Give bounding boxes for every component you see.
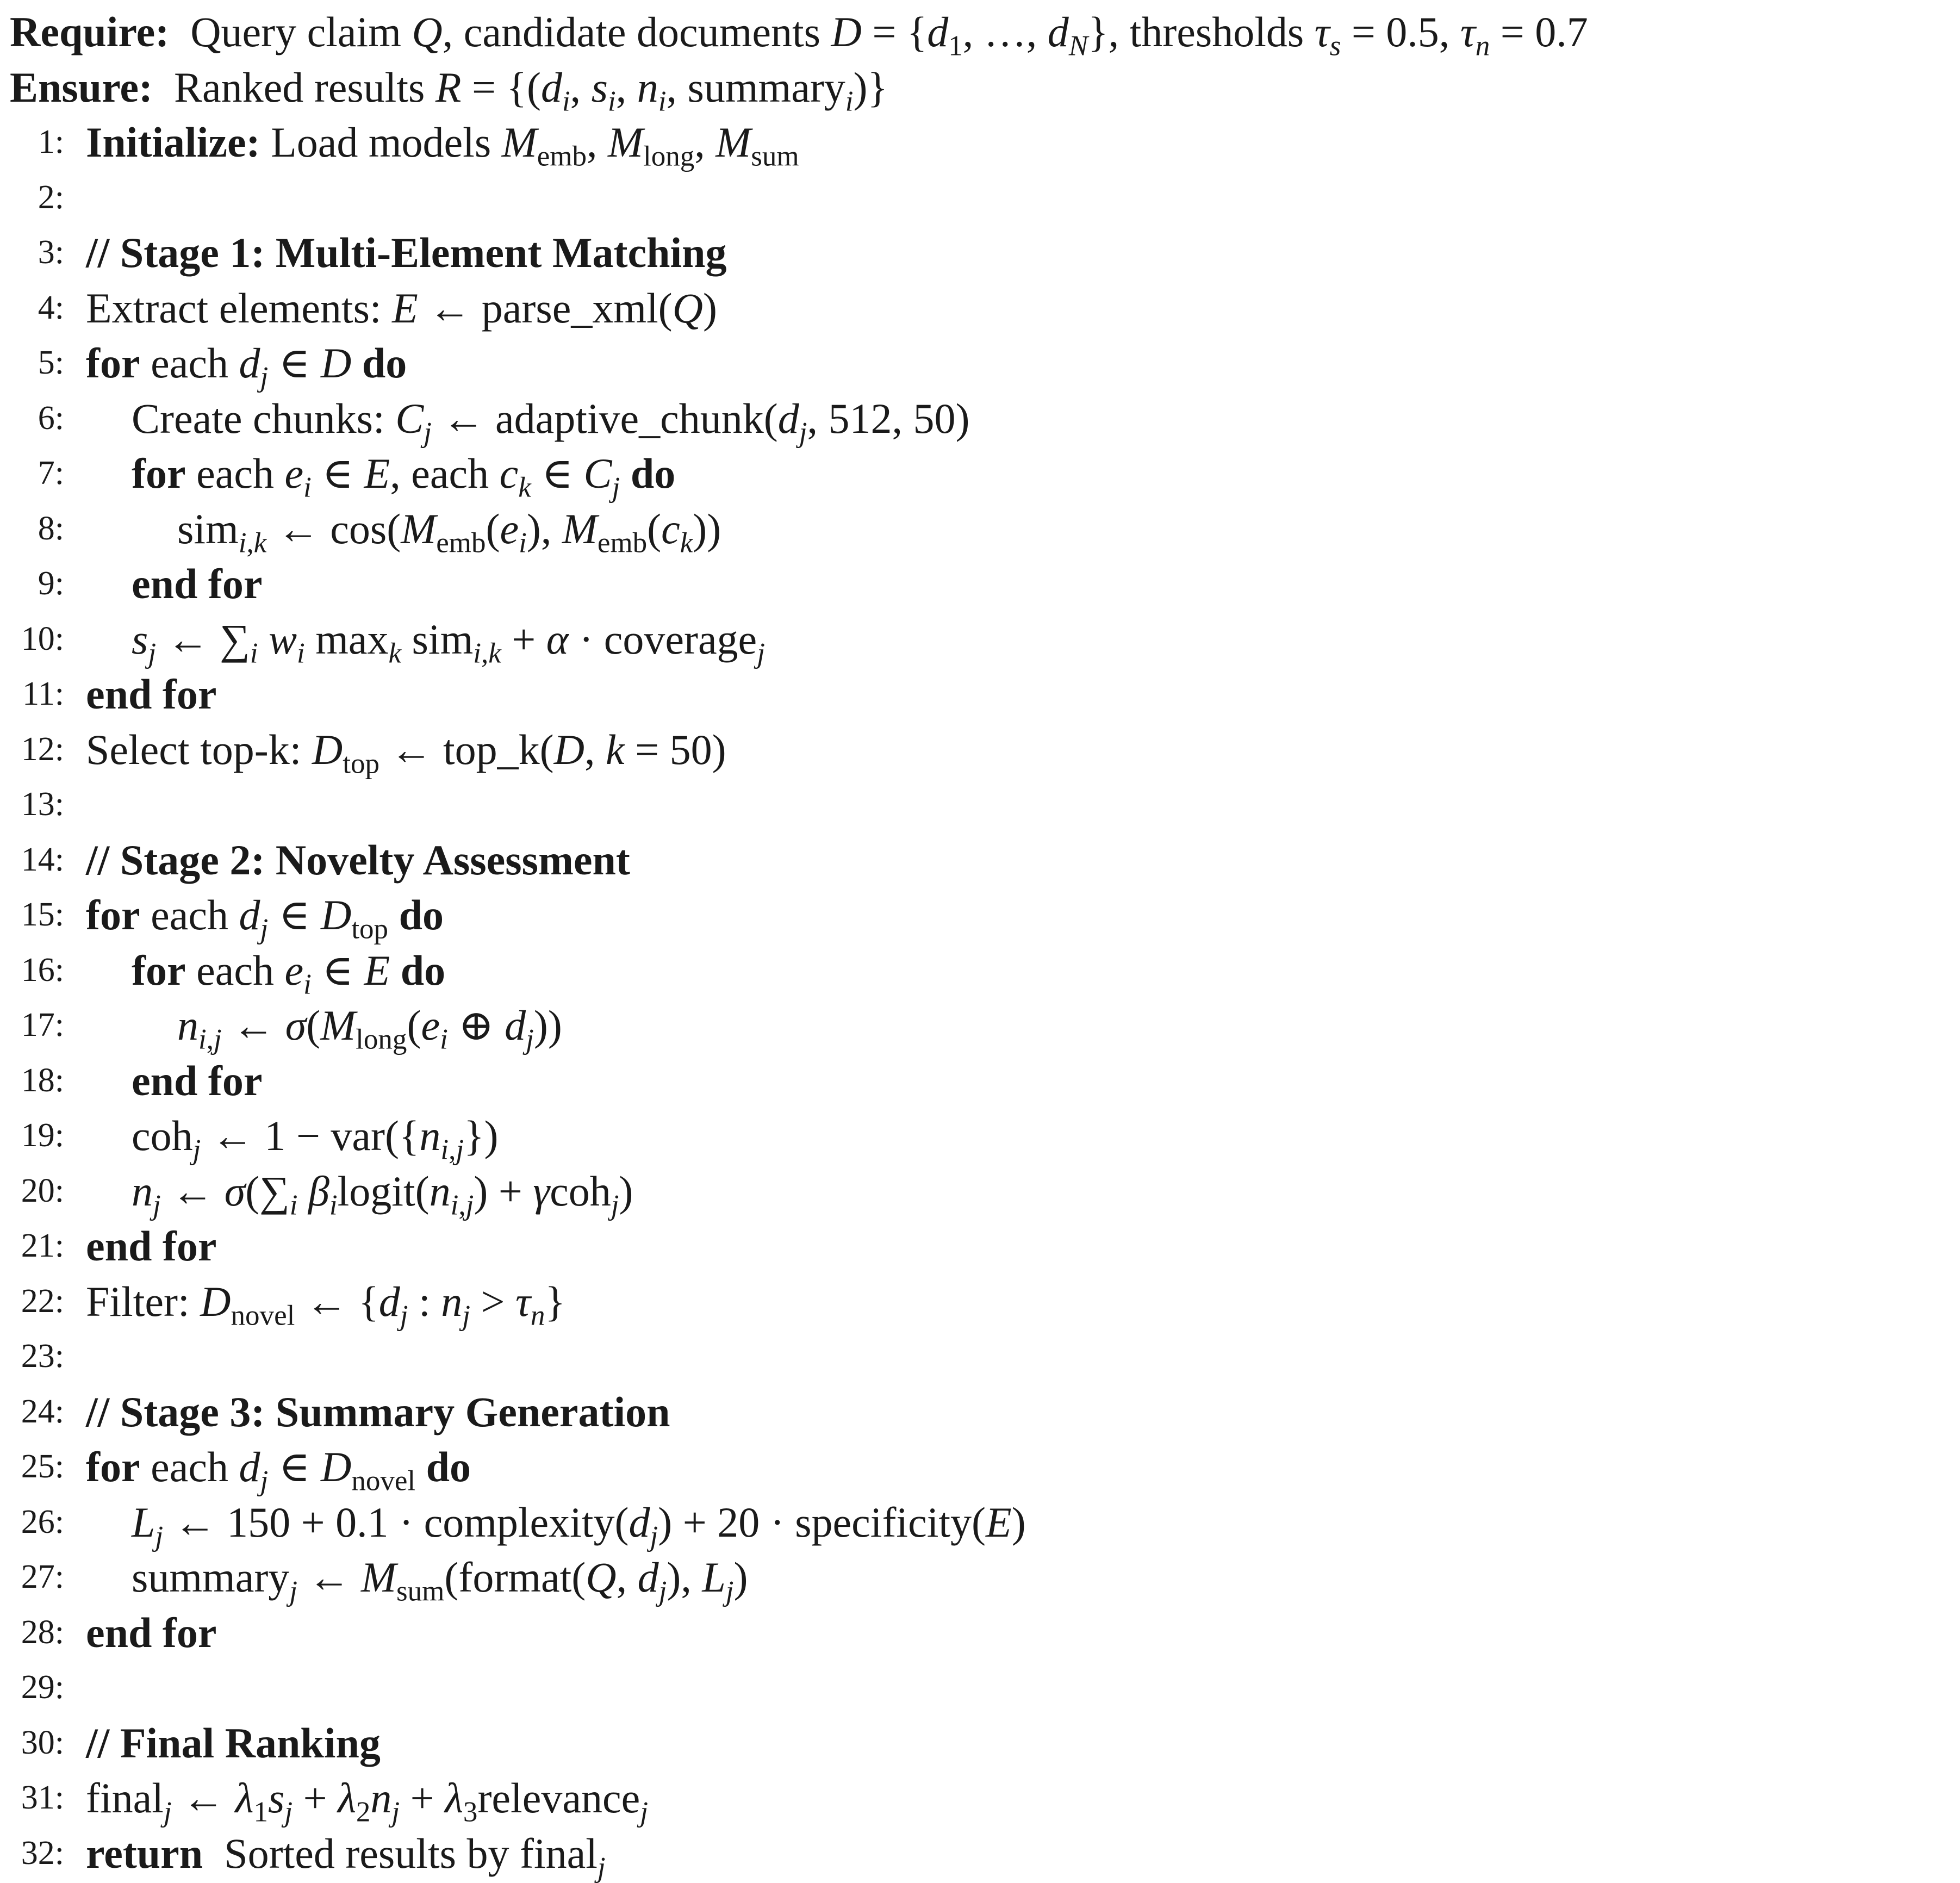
algo-line-1: 1: Initialize: Load models $M_{emb}$, $M_{long}$, $M_{sum}$ [0,115,1960,170]
line-number: 17: [21,1006,64,1043]
keyword: Initialize: [86,119,260,166]
require-text: Query claim Q, candidate documents $D = \{d_1$, …, $d_N$}, thresholds $\tau_s = 0.5$, $\tau_n = 0.7$ [179,8,1588,62]
stage-3-comment: // Stage 3: Summary Generation [86,1388,670,1435]
require-line [0,4,1960,60]
keyword: for [132,450,186,497]
keyword: end for [132,1057,263,1104]
line-number: 11: [22,675,64,712]
algo-line-5: 5: for each $d_j$ ∈ D do [0,335,1960,391]
line-number: 18: [21,1061,64,1099]
line-number: 24: [21,1393,64,1430]
stage-1-comment: // Stage 1: Multi-Element Matching [86,229,727,276]
line-number: 31: [21,1779,64,1816]
final-ranking-comment: // Final Ranking [86,1719,381,1767]
algo-line-9 [0,556,1960,612]
algo-line-30 [0,1716,1960,1771]
algo-line-6: 6: Create chunks: $C_j$ ← $adaptive\_chunk(d_j$, 512, 50) [0,391,1960,446]
line-number: 19: [21,1117,64,1154]
algo-line-11 [0,667,1960,722]
algo-line-16: 16: for each $e_i$ ∈ E do [0,943,1960,998]
algo-line-17: 17: $n_{i,j}$ ← $\sigma(M_{long}(e_i$ ⊕ $d_j$)) [0,998,1960,1053]
keyword: end for [86,670,217,718]
line-number: 30: [21,1724,64,1761]
line-number: 6: [38,399,64,437]
algo-line-12: 12: Select top-k: $D_{top}$ ← top_k(D, k = 50) [0,722,1960,778]
line-number: 16: [21,951,64,989]
line-number: 1: [38,123,64,160]
line-number: 29: [21,1669,64,1706]
line-number: 32: [21,1834,64,1872]
keyword: return [86,1829,203,1877]
algo-line-22: 22: Filter: $D_{novel}$ ← {$d_j$ : $n_j > \tau_n$} [0,1274,1960,1329]
algo-line-23 [0,1329,1960,1384]
algo-line-10: 10: $s_j$ ← $\sum_i$ $w_i$ $\max_k sim_{i,k} + \alpha$ · coverage$_j$ [0,612,1960,667]
algo-line-31: 31: final$_j$ ← $\lambda_1s_j + \lambda_2n_j$ + $\lambda_3relevance_j$ [0,1770,1960,1826]
algo-line-8: 8: sim$_{i,k}$ ← $\cos(M_{emb}(e_i)$, $M_{emb}(c_k)$) [0,501,1960,557]
line-number: 20: [21,1172,64,1209]
ensure-line [0,60,1960,115]
algo-line-4: 4: Extract elements: E ← parse_xml(Q) [0,281,1960,336]
require-label: Require: [10,8,170,55]
algo-line-15: 15: for each $d_j$ ∈ $D_{top}$ do [0,887,1960,943]
algo-line-13 [0,777,1960,832]
algo-line-26: 26: $L_j$ ← $150 + 0.1 \cdot complexity(d_j) + 20$ · specificity(E) [0,1495,1960,1550]
line-number: 10: [21,620,64,657]
line-number: 4: [38,289,64,326]
algo-line-25: 25: for each $d_j$ ∈ $D_{novel}$ do [0,1439,1960,1495]
ensure-label: Ensure: [10,63,153,111]
line-number: 8: [38,509,64,547]
algo-line-18 [0,1053,1960,1109]
stage-2-comment: // Stage 2: Novelty Assessment [86,836,630,884]
keyword: end for [132,560,263,607]
ensure-text: Ranked results $R = \{(d_i$, $s_i$, $n_i$, summary$_i$)} [163,63,888,117]
algo-line-2 [0,170,1960,226]
algo-line-21 [0,1219,1960,1274]
algo-line-7: 7: for each $e_i$ ∈ E, each $c_k$ ∈ $C_j$ do [0,446,1960,501]
line-number: 14: [21,841,64,878]
algo-line-28 [0,1605,1960,1661]
line-number: 21: [21,1227,64,1264]
line-number: 5: [38,344,64,381]
algo-line-19: 19: coh$_j$ ← $1 - var(\{n_{i,j}\})$ [0,1108,1960,1164]
algo-line-14 [0,832,1960,888]
algo-line-20: 20: $n_j$ ← $\sigma(\sum_i$ $\beta_ilogit(n_{i,j}) + \gamma coh_j$) [0,1164,1960,1219]
keyword: for [86,339,140,387]
line-number: 9: [38,565,64,602]
algo-line-29 [0,1660,1960,1716]
keyword: end for [86,1222,217,1270]
keyword: for [86,891,140,939]
line-number: 7: [38,455,64,492]
line-number: 22: [21,1282,64,1320]
line-number: 2: [38,178,64,216]
algo-line-24 [0,1384,1960,1440]
line-number: 3: [38,234,64,271]
keyword: end for [86,1608,217,1656]
keyword: for [132,946,186,994]
line-number: 23: [21,1338,64,1375]
keyword: for [86,1443,140,1490]
line-number: 25: [21,1448,64,1485]
line-number: 26: [21,1503,64,1540]
line-number: 15: [21,896,64,933]
line-number: 28: [21,1613,64,1651]
line-number: 13: [21,786,64,823]
algo-line-27: 27: summary$_j$ ← $M_{sum}(format(Q$, $d_j$), $L_j$) [0,1550,1960,1605]
line-number: 27: [21,1558,64,1595]
line-number: 12: [21,730,64,768]
algo-line-32: 32: return Sorted results by final$_j$ [0,1826,1960,1881]
algo-line-3 [0,225,1960,281]
